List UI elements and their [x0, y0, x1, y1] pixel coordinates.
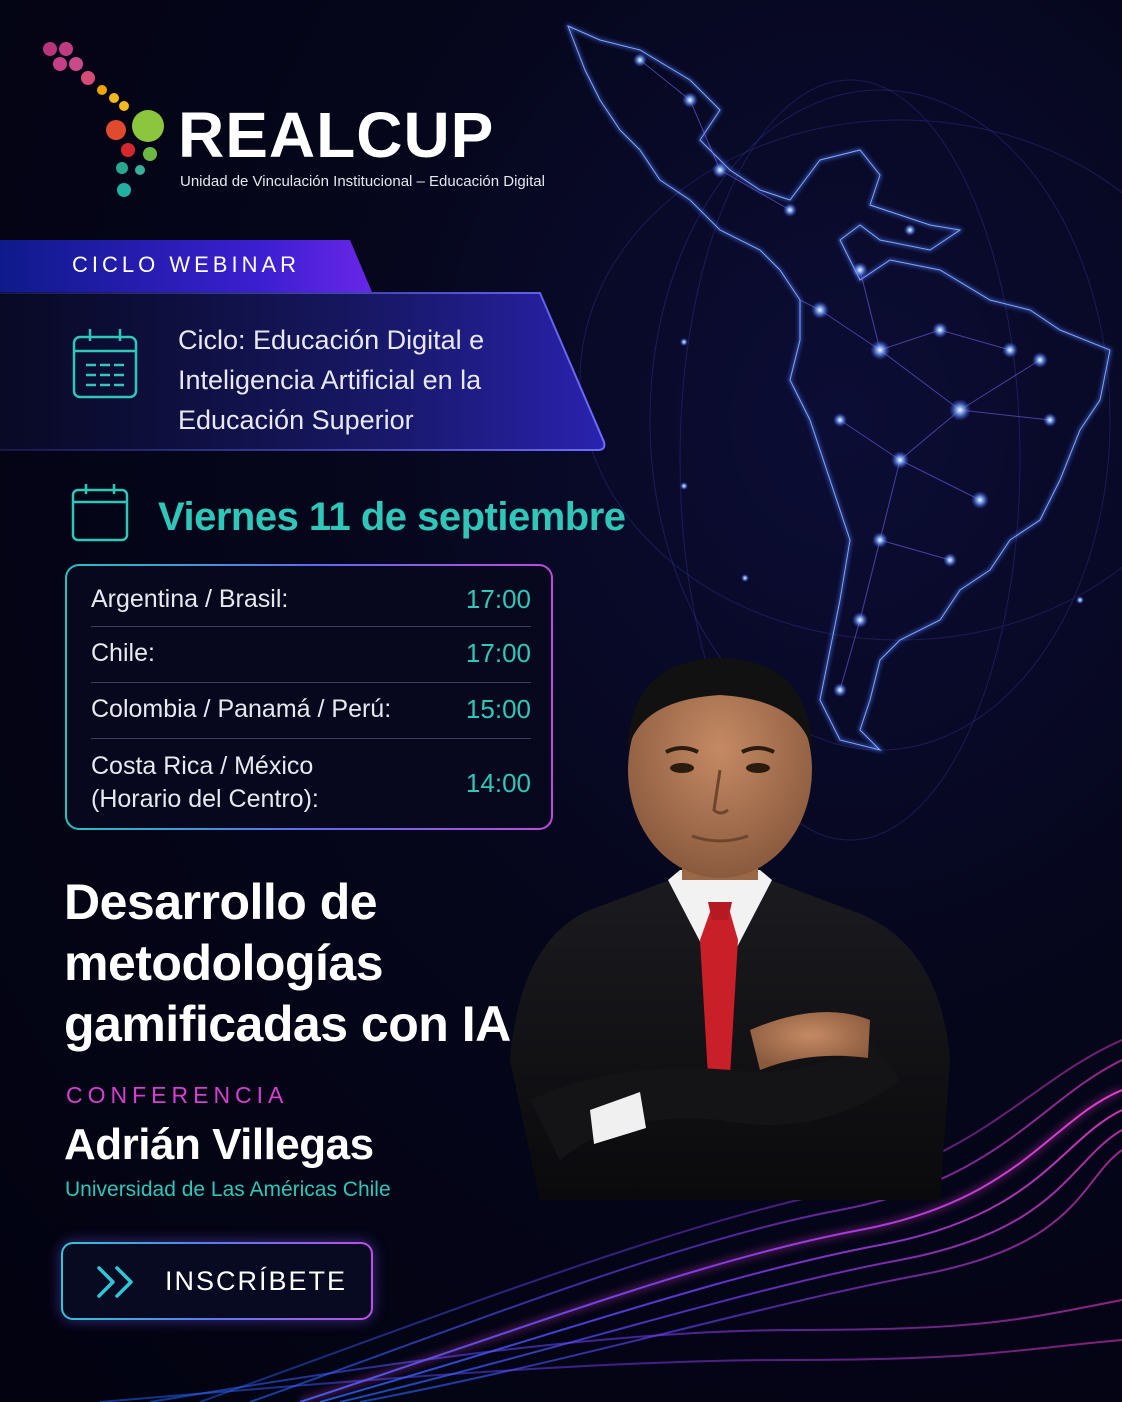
register-button-label: INSCRÍBETE [165, 1266, 348, 1296]
schedule-country: Colombia / Panamá / Perú: [91, 695, 392, 723]
talk-type: CONFERENCIA [66, 1082, 289, 1108]
schedule-country-line: Costa Rica / México [91, 752, 314, 780]
schedule-country-line: (Horario del Centro): [91, 785, 319, 813]
schedule-time: 15:00 [465, 694, 531, 724]
series-tab-label: CICLO WEBINAR [72, 252, 301, 277]
speaker-name: Adrián Villegas [64, 1120, 374, 1169]
talk-title-line: metodologías [64, 935, 384, 991]
speaker-photo [470, 640, 970, 1200]
schedule-time: 14:00 [465, 767, 531, 798]
calendar-icon [70, 482, 130, 544]
talk-title-line: Desarrollo de [64, 874, 378, 930]
cycle-title: Ciclo: Educación Digital e Inteligencia Artificial en la Educación Superior [178, 325, 485, 435]
schedule-time: 17:00 [465, 584, 531, 614]
schedule-country: Chile: [91, 639, 155, 667]
schedule-row [91, 638, 531, 669]
schedule-divider [91, 738, 531, 739]
double-chevron-right-icon [95, 1264, 139, 1300]
talk-title [64, 872, 534, 1055]
event-date: Viernes 11 de septiembre [158, 495, 626, 539]
schedule-row [91, 750, 531, 816]
talk-title-line: gamificadas con IA [64, 996, 511, 1052]
schedule-time: 17:00 [465, 638, 531, 668]
speaker-affiliation: Universidad de Las Américas Chile [65, 1178, 391, 1201]
realcup-logo-icon [40, 40, 170, 205]
schedule-row [91, 694, 531, 725]
schedule-divider [91, 682, 531, 683]
brand-subtitle: Unidad de Vinculación Institucional – Educación Digital [180, 173, 545, 190]
calendar-icon [70, 325, 140, 401]
schedule-divider [91, 626, 531, 627]
schedule-country [91, 750, 319, 816]
schedule-row [91, 584, 531, 615]
brand-name: REALCUP [178, 99, 495, 171]
register-button[interactable] [61, 1242, 373, 1320]
schedule-country: Argentina / Brasil: [91, 585, 289, 613]
